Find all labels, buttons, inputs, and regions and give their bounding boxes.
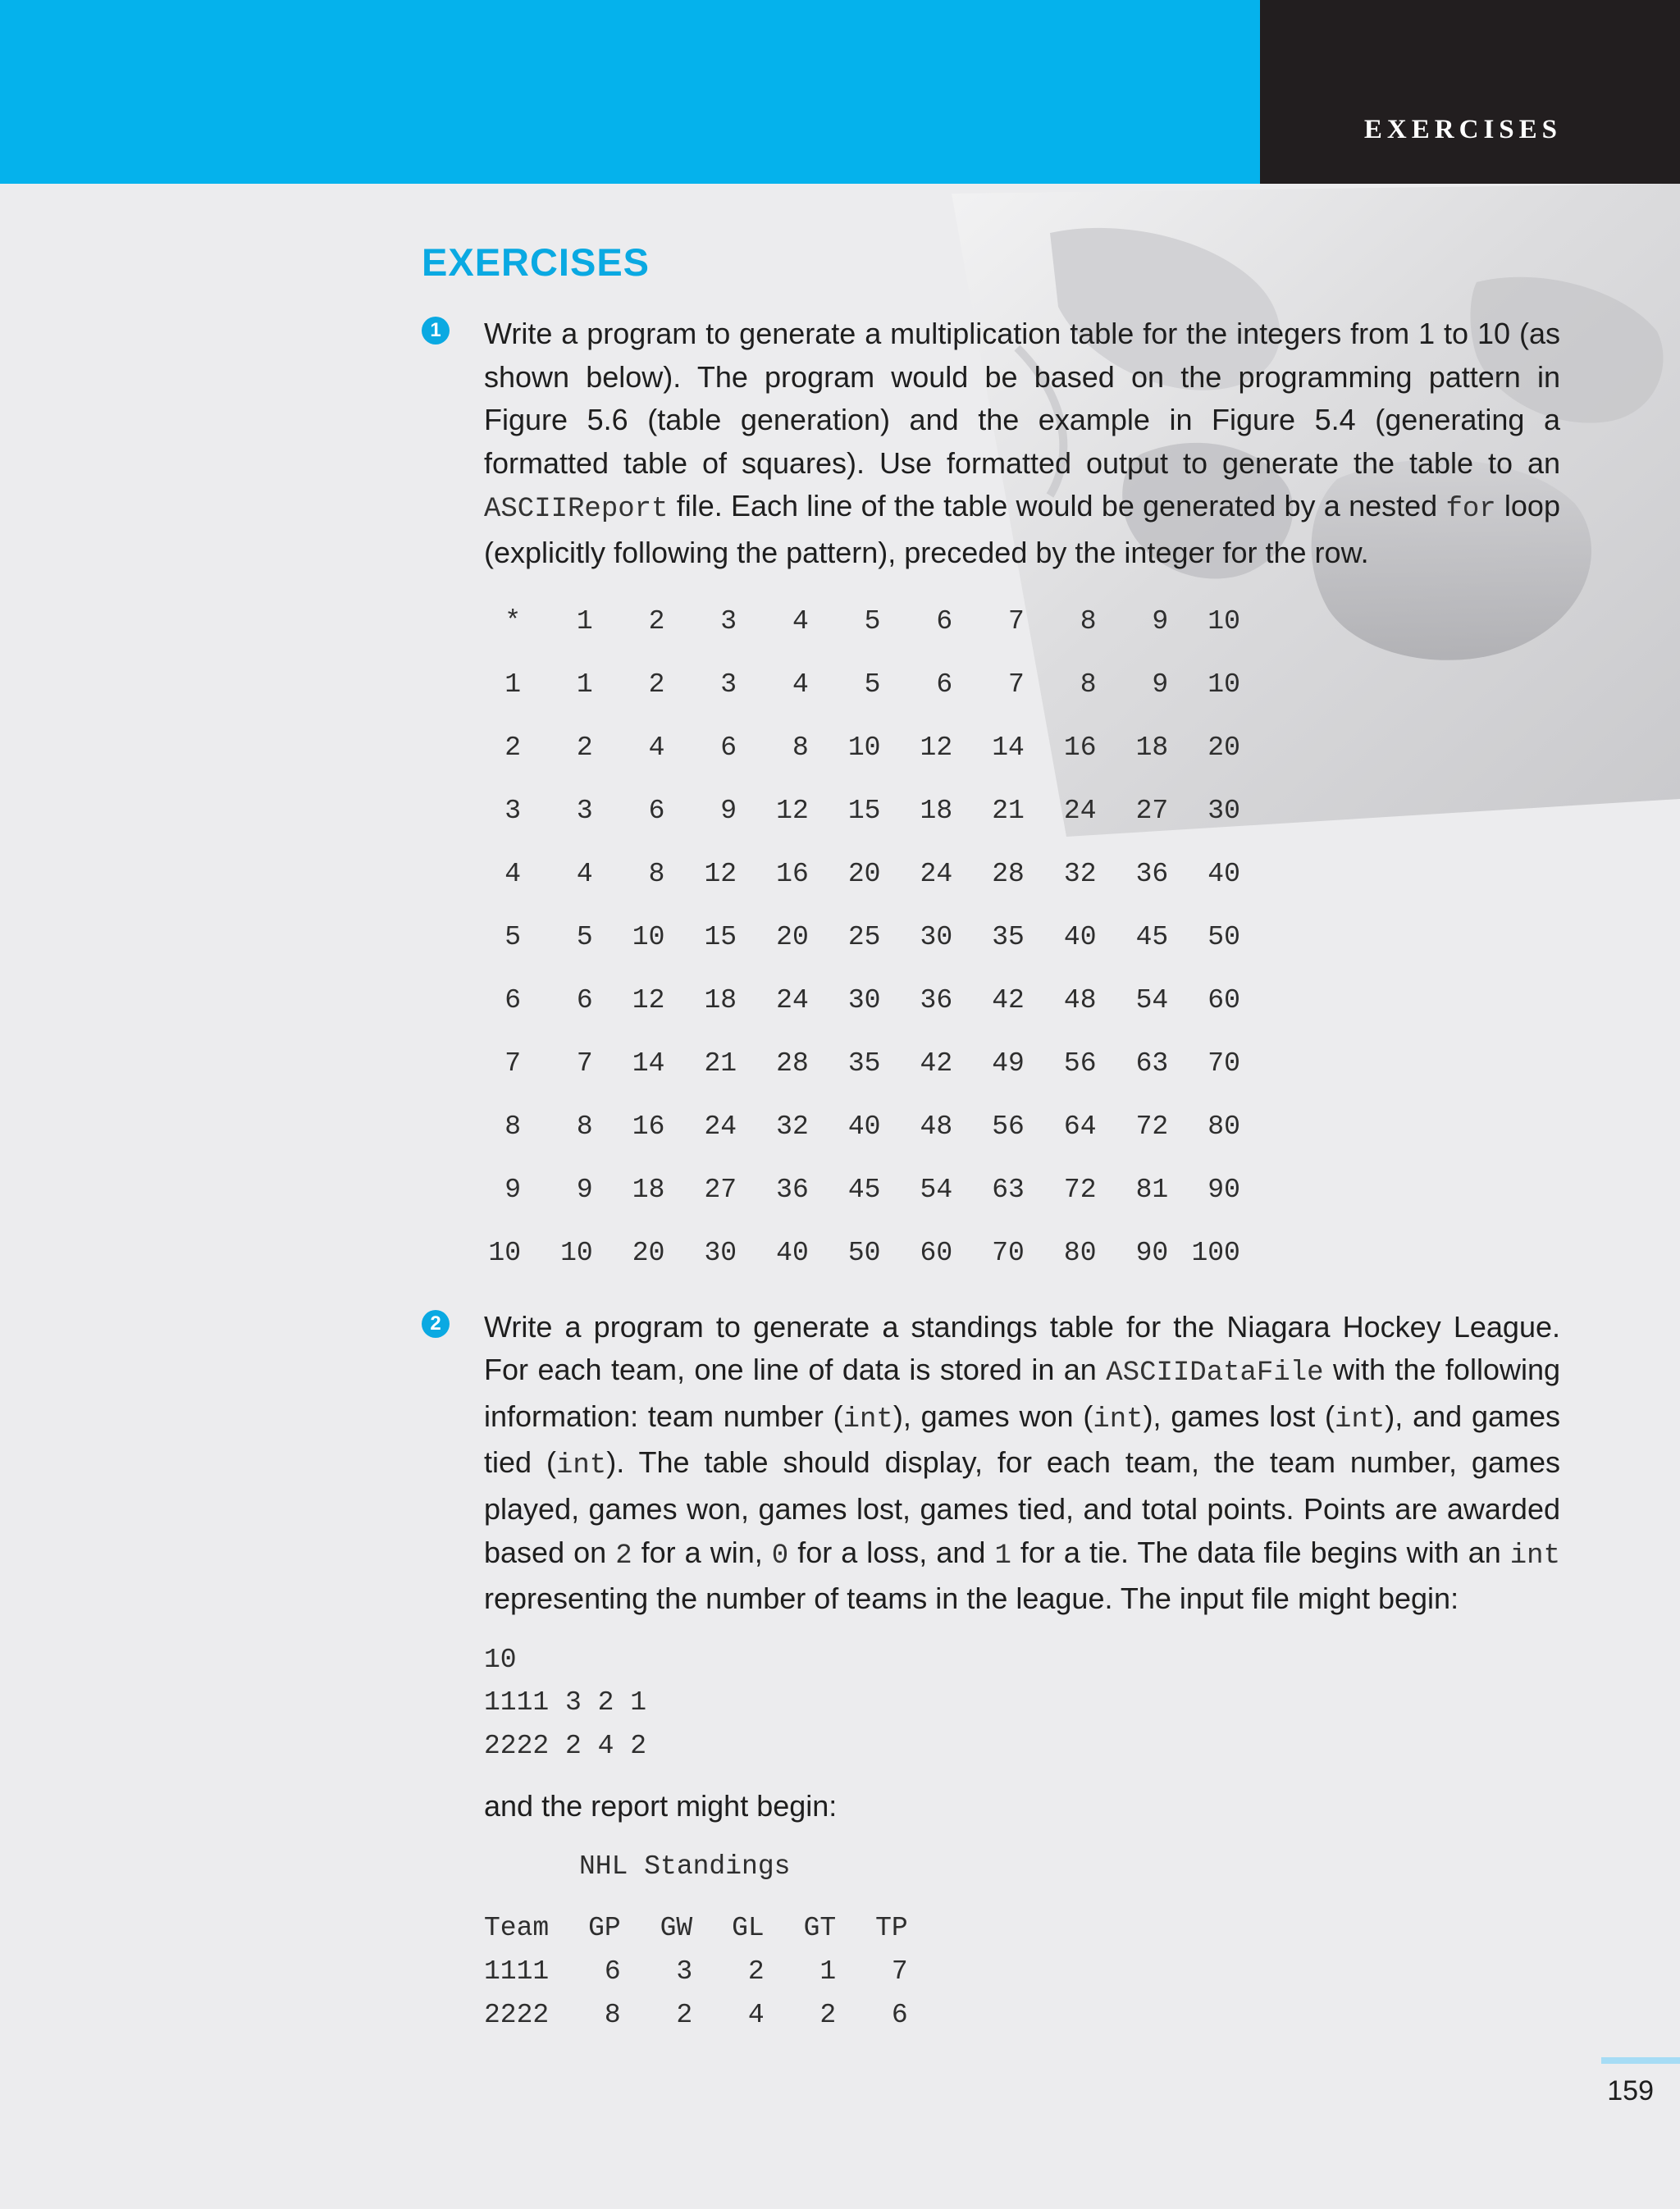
multiplication-cell: 70 bbox=[992, 1237, 1025, 1268]
multiplication-cell: 3 bbox=[504, 795, 521, 826]
input-file-sample bbox=[484, 1639, 1560, 1769]
multiplication-cell: 4 bbox=[648, 732, 665, 763]
multiplication-row bbox=[484, 779, 1240, 842]
multiplication-cell: 30 bbox=[704, 1237, 737, 1268]
multiplication-cell: 12 bbox=[632, 984, 665, 1016]
exercise-number-badge: 1 bbox=[422, 317, 450, 345]
multiplication-cell: 24 bbox=[776, 984, 809, 1016]
multiplication-cell: 28 bbox=[776, 1047, 809, 1079]
multiplication-cell: 35 bbox=[992, 921, 1025, 952]
multiplication-cell: 9 bbox=[504, 1174, 521, 1205]
multiplication-cell: 24 bbox=[920, 858, 953, 889]
multiplication-cell: 7 bbox=[576, 1047, 593, 1079]
multiplication-cell: 8 bbox=[576, 1111, 593, 1142]
multiplication-cell: 5 bbox=[864, 605, 881, 637]
multiplication-cell: 30 bbox=[920, 921, 953, 952]
multiplication-cell: 12 bbox=[920, 732, 953, 763]
multiplication-cell: 36 bbox=[776, 1174, 809, 1205]
multiplication-row bbox=[484, 1221, 1240, 1285]
multiplication-cell: 10 bbox=[488, 1237, 521, 1268]
multiplication-cell: 40 bbox=[847, 1111, 881, 1142]
multiplication-cell: 50 bbox=[1208, 921, 1240, 952]
multiplication-cell: 10 bbox=[1208, 605, 1240, 637]
multiplication-cell: 42 bbox=[920, 1047, 953, 1079]
multiplication-row bbox=[484, 906, 1240, 969]
input-line: 10 bbox=[484, 1644, 517, 1675]
section-title: EXERCISES bbox=[422, 240, 651, 284]
multiplication-cell: 1 bbox=[504, 669, 521, 700]
report-row bbox=[484, 1950, 908, 1993]
multiplication-cell: 9 bbox=[1152, 605, 1169, 637]
multiplication-cell: 18 bbox=[632, 1174, 665, 1205]
input-line: 2222 2 4 2 bbox=[484, 1730, 647, 1761]
multiplication-cell: 63 bbox=[1135, 1047, 1169, 1079]
multiplication-cell: 9 bbox=[1152, 669, 1169, 700]
report-cell: 6 bbox=[604, 1956, 621, 1988]
multiplication-cell: 40 bbox=[1063, 921, 1097, 952]
multiplication-cell: 27 bbox=[704, 1174, 737, 1205]
multiplication-cell: 32 bbox=[776, 1111, 809, 1142]
report-cell: 2 bbox=[819, 1999, 837, 2030]
page-number-rule bbox=[1601, 2057, 1680, 2064]
multiplication-cell: 2 bbox=[648, 605, 665, 637]
running-header: EXERCISES bbox=[1363, 115, 1562, 144]
report-header-cell: GT bbox=[803, 1913, 837, 1944]
multiplication-cell: 18 bbox=[1135, 732, 1169, 763]
multiplication-cell: 28 bbox=[992, 858, 1025, 889]
page-number: 159 bbox=[1607, 2075, 1654, 2106]
report-cell: 1 bbox=[819, 1956, 837, 1988]
multiplication-cell: 54 bbox=[1135, 984, 1169, 1016]
multiplication-cell: 6 bbox=[936, 669, 953, 700]
multiplication-cell: 100 bbox=[1191, 1237, 1240, 1268]
multiplication-cell: 18 bbox=[704, 984, 737, 1016]
multiplication-cell: 16 bbox=[632, 1111, 665, 1142]
report-cell: 2222 bbox=[484, 1999, 550, 2030]
multiplication-cell: 9 bbox=[576, 1174, 593, 1205]
multiplication-cell: 4 bbox=[504, 858, 521, 889]
multiplication-cell: 10 bbox=[847, 732, 881, 763]
multiplication-row bbox=[484, 1032, 1240, 1095]
multiplication-cell: 16 bbox=[1063, 732, 1097, 763]
multiplication-cell: 10 bbox=[1208, 669, 1240, 700]
multiplication-cell: 12 bbox=[776, 795, 809, 826]
multiplication-cell: 7 bbox=[1008, 669, 1025, 700]
report-intro: and the report might begin: bbox=[484, 1788, 838, 1823]
multiplication-row bbox=[484, 590, 1240, 653]
exercise-1-text: Write a program to generate a multiplication table for the integers from 1 to 10 (as shown below). The program would be based on the programming pattern in Figure 5.6 (table generation) and the example in Figure 5.4 (generating a formatted table of squares). Use formatted output to generate the table to an ASCIIReport file. Each line of the table would be generated by a nested for loop (explicitly following the pattern), preceded by the integer for the row. bbox=[484, 317, 1560, 569]
header-dark-block bbox=[1260, 0, 1680, 184]
header-accent-bar bbox=[0, 0, 1260, 184]
multiplication-cell: 90 bbox=[1208, 1174, 1240, 1205]
multiplication-cell: 10 bbox=[560, 1237, 593, 1268]
report-header-cell: GW bbox=[660, 1913, 693, 1944]
multiplication-cell: 6 bbox=[720, 732, 737, 763]
multiplication-cell: 12 bbox=[704, 858, 737, 889]
multiplication-cell: 56 bbox=[992, 1111, 1025, 1142]
multiplication-cell: 2 bbox=[648, 669, 665, 700]
report-cell: 2 bbox=[676, 1999, 693, 2030]
multiplication-cell: 21 bbox=[992, 795, 1025, 826]
report-cell: 3 bbox=[676, 1956, 693, 1988]
multiplication-row bbox=[484, 1158, 1240, 1221]
multiplication-cell: 9 bbox=[720, 795, 737, 826]
report-header-row bbox=[484, 1907, 908, 1951]
exercise-number-badge: 2 bbox=[422, 1310, 450, 1338]
multiplication-cell: 48 bbox=[920, 1111, 953, 1142]
multiplication-cell: 8 bbox=[1080, 669, 1097, 700]
multiplication-cell: 16 bbox=[776, 858, 809, 889]
multiplication-cell: 14 bbox=[992, 732, 1025, 763]
multiplication-cell: 1 bbox=[576, 605, 593, 637]
multiplication-cell: 60 bbox=[1208, 984, 1240, 1016]
multiplication-cell: 30 bbox=[1208, 795, 1240, 826]
multiplication-cell: 72 bbox=[1063, 1174, 1097, 1205]
exercises-content bbox=[422, 230, 1560, 2036]
multiplication-cell: 54 bbox=[920, 1174, 953, 1205]
multiplication-cell: 56 bbox=[1063, 1047, 1097, 1079]
multiplication-cell: 5 bbox=[504, 921, 521, 952]
report-cell: 4 bbox=[747, 1999, 765, 2030]
multiplication-cell: 81 bbox=[1135, 1174, 1169, 1205]
multiplication-cell: 25 bbox=[847, 921, 881, 952]
multiplication-cell: 5 bbox=[576, 921, 593, 952]
multiplication-row bbox=[484, 969, 1240, 1032]
multiplication-cell: 72 bbox=[1135, 1111, 1169, 1142]
multiplication-cell: 7 bbox=[1008, 605, 1025, 637]
multiplication-cell: 60 bbox=[920, 1237, 953, 1268]
multiplication-row bbox=[484, 653, 1240, 716]
multiplication-cell: 15 bbox=[847, 795, 881, 826]
exercise-2-text: Write a program to generate a standings table for the Niagara Hockey League. For each team, one line of data is stored in an ASCIIDataFile with the following information: team number (int), games won (int), games lost (int), and games tied (int). The table should display, for each team, the team number, games played, games won, games lost, games tied, and total points. Points are awarded based on 2 for a win, 0 for a loss, and 1 for a tie. The data file begins with an int representing the number of teams in the league. The input file might begin: bbox=[484, 1309, 1561, 1616]
multiplication-cell: 20 bbox=[632, 1237, 665, 1268]
multiplication-cell: 48 bbox=[1063, 984, 1097, 1016]
multiplication-cell: 8 bbox=[504, 1111, 521, 1142]
multiplication-cell: 6 bbox=[936, 605, 953, 637]
report-header-cell: GL bbox=[732, 1913, 765, 1944]
multiplication-cell: 32 bbox=[1063, 858, 1097, 889]
multiplication-cell: 24 bbox=[704, 1111, 737, 1142]
multiplication-cell: 6 bbox=[576, 984, 593, 1016]
multiplication-cell: 64 bbox=[1063, 1111, 1097, 1142]
multiplication-cell: 8 bbox=[648, 858, 665, 889]
multiplication-cell: 80 bbox=[1208, 1111, 1240, 1142]
report-cell: 1111 bbox=[484, 1956, 550, 1988]
multiplication-cell: 15 bbox=[704, 921, 737, 952]
report-header-cell: GP bbox=[588, 1913, 621, 1944]
multiplication-cell: 18 bbox=[920, 795, 953, 826]
multiplication-cell: 20 bbox=[1208, 732, 1240, 763]
multiplication-row bbox=[484, 716, 1240, 779]
multiplication-cell: 42 bbox=[992, 984, 1025, 1016]
multiplication-cell: 49 bbox=[992, 1047, 1025, 1079]
multiplication-cell: 14 bbox=[632, 1047, 665, 1079]
report-cell: 7 bbox=[891, 1956, 908, 1988]
multiplication-cell: 30 bbox=[847, 984, 881, 1016]
multiplication-cell: 4 bbox=[792, 669, 809, 700]
multiplication-cell: 45 bbox=[1135, 921, 1169, 952]
multiplication-cell: 2 bbox=[504, 732, 521, 763]
multiplication-cell: 6 bbox=[504, 984, 521, 1016]
multiplication-cell: 36 bbox=[1135, 858, 1169, 889]
multiplication-cell: 40 bbox=[1208, 858, 1240, 889]
report-cell: 2 bbox=[747, 1956, 765, 1988]
report-header-cell: Team bbox=[484, 1913, 550, 1944]
multiplication-table bbox=[484, 590, 1240, 1285]
multiplication-cell: 50 bbox=[847, 1237, 881, 1268]
multiplication-row bbox=[484, 1095, 1240, 1158]
multiplication-cell: 24 bbox=[1063, 795, 1097, 826]
multiplication-cell: 40 bbox=[776, 1237, 809, 1268]
multiplication-cell: 10 bbox=[632, 921, 665, 952]
multiplication-cell: 7 bbox=[504, 1047, 521, 1079]
multiplication-cell: 63 bbox=[992, 1174, 1025, 1205]
report-cell: 6 bbox=[891, 1999, 908, 2030]
report-row bbox=[484, 1993, 908, 2037]
multiplication-cell: 3 bbox=[576, 795, 593, 826]
multiplication-cell: 35 bbox=[847, 1047, 881, 1079]
multiplication-cell: 4 bbox=[576, 858, 593, 889]
multiplication-cell: 4 bbox=[792, 605, 809, 637]
multiplication-cell: 6 bbox=[648, 795, 665, 826]
report-cell: 8 bbox=[604, 1999, 621, 2030]
multiplication-cell: 80 bbox=[1063, 1237, 1097, 1268]
multiplication-row bbox=[484, 842, 1240, 906]
report-header-cell: TP bbox=[875, 1913, 908, 1944]
multiplication-cell: 20 bbox=[847, 858, 881, 889]
multiplication-cell: 3 bbox=[720, 669, 737, 700]
exercise-1 bbox=[422, 313, 1560, 1285]
report-title: NHL Standings bbox=[579, 1851, 791, 1883]
multiplication-cell: 45 bbox=[847, 1174, 881, 1205]
multiplication-cell: 2 bbox=[576, 732, 593, 763]
multiplication-cell: 90 bbox=[1135, 1237, 1169, 1268]
multiplication-cell: 5 bbox=[864, 669, 881, 700]
standings-report-table bbox=[484, 1907, 908, 2037]
multiplication-cell: 8 bbox=[1080, 605, 1097, 637]
multiplication-cell: 20 bbox=[776, 921, 809, 952]
multiplication-cell: 27 bbox=[1135, 795, 1169, 826]
multiplication-cell: 3 bbox=[720, 605, 737, 637]
multiplication-cell: * bbox=[504, 605, 521, 637]
multiplication-cell: 21 bbox=[704, 1047, 737, 1079]
multiplication-cell: 8 bbox=[792, 732, 809, 763]
multiplication-cell: 70 bbox=[1208, 1047, 1240, 1079]
input-line: 1111 3 2 1 bbox=[484, 1687, 647, 1718]
multiplication-cell: 36 bbox=[920, 984, 953, 1016]
exercise-2 bbox=[422, 1306, 1560, 2037]
multiplication-cell: 1 bbox=[576, 669, 593, 700]
